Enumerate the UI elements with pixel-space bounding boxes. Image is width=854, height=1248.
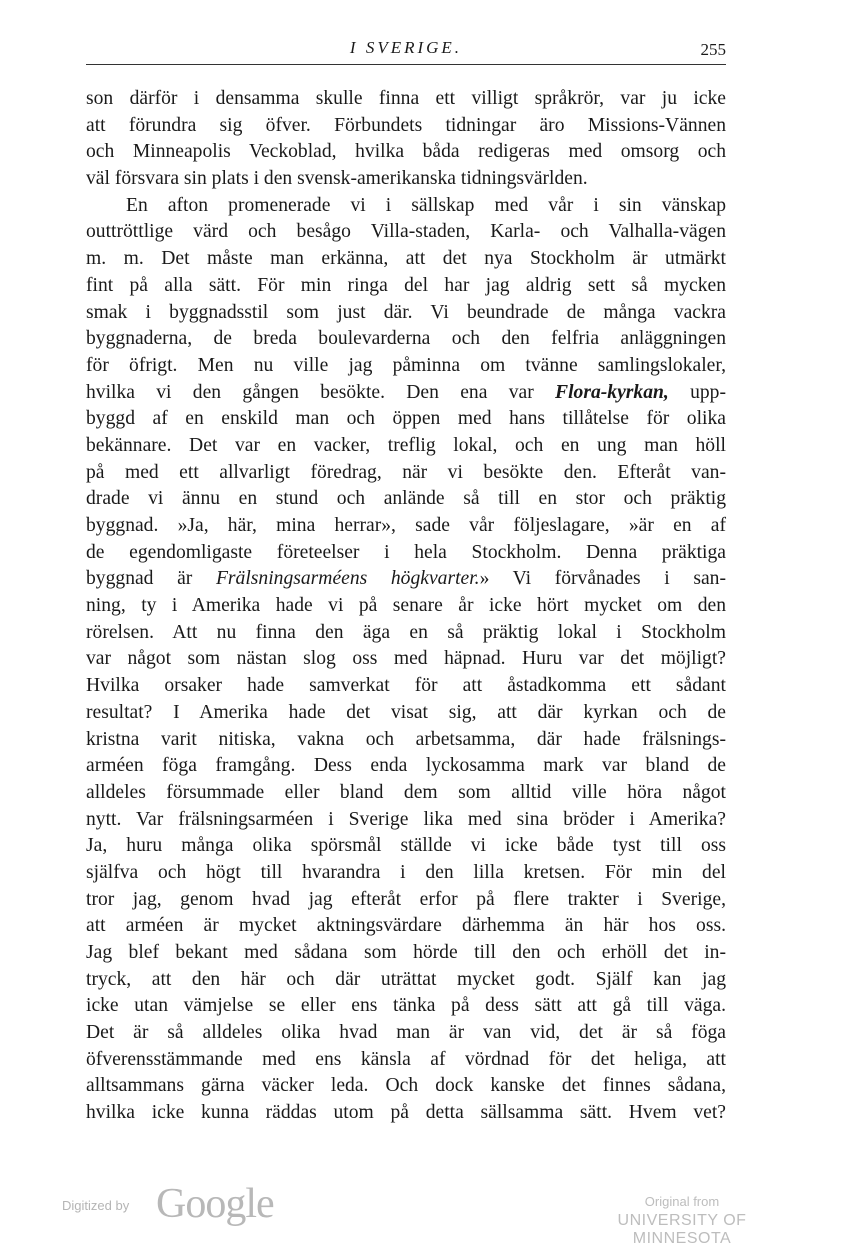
text-line: bekännare. Det var en vacker, treflig lokal, och en ung man höll [86,434,726,456]
text-line: byggnad. »Ja, här, mina herrar», sade vår följeslagare, »är en af [86,515,726,536]
text-segment: hvilka vi den gången besökte. Den ena var [86,381,534,403]
text-line: m. m. Det måste man erkänna, att det nya Stockholm är utmärkt [86,248,726,270]
text-line: kristna varit nitiska, vakna och arbetsamma, där hade frälsnings- [86,728,726,750]
text-line: för öfrigt. Men nu ville jag påminna om tvänne samlingslokaler, [86,354,726,376]
original-from-label: Original from [644,1194,720,1209]
italic-text: Flora-kyrkan, [555,381,669,403]
university-label: UNIVERSITY OF MINNESOTA [617,1212,747,1247]
header-rule [86,64,726,65]
text-line: hvilka icke kunna räddas utom på detta sällsamma sätt. Hvem vet? [86,1102,726,1124]
text-line: alltsammans gärna väcker leda. Och dock kanske det finnes sådana, [86,1075,726,1097]
text-line: att förundra sig öfver. Förbundets tidningar äro Missions-Vännen [86,114,726,136]
page-header [86,38,726,68]
italic-text: Frälsningsarméens högkvarter. [215,568,480,590]
text-line: smak i byggnadsstil som just där. Vi beundrade de många vackra [86,301,726,323]
text-line: att arméen är mycket aktningsvärdare därhemma än här hos oss. [86,915,726,937]
text-line [86,566,726,593]
text-line: rörelsen. Att nu finna den äga en så präktig lokal i Stockholm [86,621,726,643]
text-line: själfva och högt till hvarandra i den lilla kretsen. För min del [86,861,726,883]
text-line: alldeles försummade eller bland dem som alltid ville höra något [86,781,726,803]
text-line [86,380,726,407]
google-logo: Google [156,1181,274,1227]
text-line: Det är så alldeles olika hvad man är van vid, det är så föga [86,1022,726,1044]
text-line: fint på alla sätt. För min ringa del har jag aldrig sett så mycken [86,274,726,296]
text-line: väl försvara sin plats i den svensk-amerikanska tidningsvärlden. [86,168,588,190]
text-line: Ja, huru många olika spörsmål ställde vi icke både tyst till oss [86,835,726,857]
running-head: I SVERIGE. [349,38,463,57]
digitized-by-label: Digitized by [62,1198,130,1213]
text-line: de egendomligaste företeelser i hela Stockholm. Denna präktiga [86,541,726,563]
text-line: ning, ty i Amerika hade vi på senare år icke hört mycket om den [86,595,726,617]
text-segment: byggnad är [86,568,193,590]
text-line: och Minneapolis Veckoblad, hvilka båda redigeras med omsorg och [86,141,726,163]
text-line: nytt. Var frälsningsarméen i Sverige lika med sina bröder i Amerika? [86,808,726,830]
text-line: på med ett allvarligt föredrag, när vi besökte den. Efteråt van- [86,461,726,483]
text-line: resultat? I Amerika hade det visat sig, att där kyrkan och de [86,701,726,723]
text-line: Jag blef bekant med sådana som hörde till den och erhöll det in- [86,942,726,963]
text-line: son därför i densamma skulle finna ett villigt språkrör, var ju icke [86,88,726,109]
text-line: icke utan vämjelse se eller ens tänka på dess sätt att gå till väga. [86,995,726,1017]
text-line: byggd af en enskild man och öppen med hans tillåtelse för olika [86,408,726,430]
text-line: outtröttlige värd och besågo Villa-staden, Karla- och Valhalla-vägen [86,221,726,243]
page-footer [0,1180,854,1247]
page-number: 255 [700,40,726,59]
text-line: var något som nästan slog oss med häpnad. Huru var det möjligt? [86,648,726,670]
text-line: öfverensstämmande med ens känsla af vördnad för det heliga, att [86,1048,726,1070]
text-line: arméen föga framgång. Dess enda lyckosamma mark var bland de [86,755,726,777]
text-segment: » Vi förvånades i san- [479,568,726,590]
body-text [86,86,726,1127]
text-line: En afton promenerade vi i sällskap med vår i sin vänskap [126,194,726,216]
text-segment: upp- [690,381,726,403]
text-line: byggnaderna, de breda boulevarderna och den felfria anläggningen [86,328,726,350]
text-line: tryck, att den här och där uträttat mycket godt. Själf kan jag [86,968,726,990]
text-line: Hvilka orsaker hade samverkat för att åstadkomma ett sådant [86,675,726,697]
text-line: drade vi ännu en stund och anlände så till en stor och präktig [86,488,726,510]
text-line: tror jag, genom hvad jag efteråt erfor på flere trakter i Sverige, [86,888,726,910]
